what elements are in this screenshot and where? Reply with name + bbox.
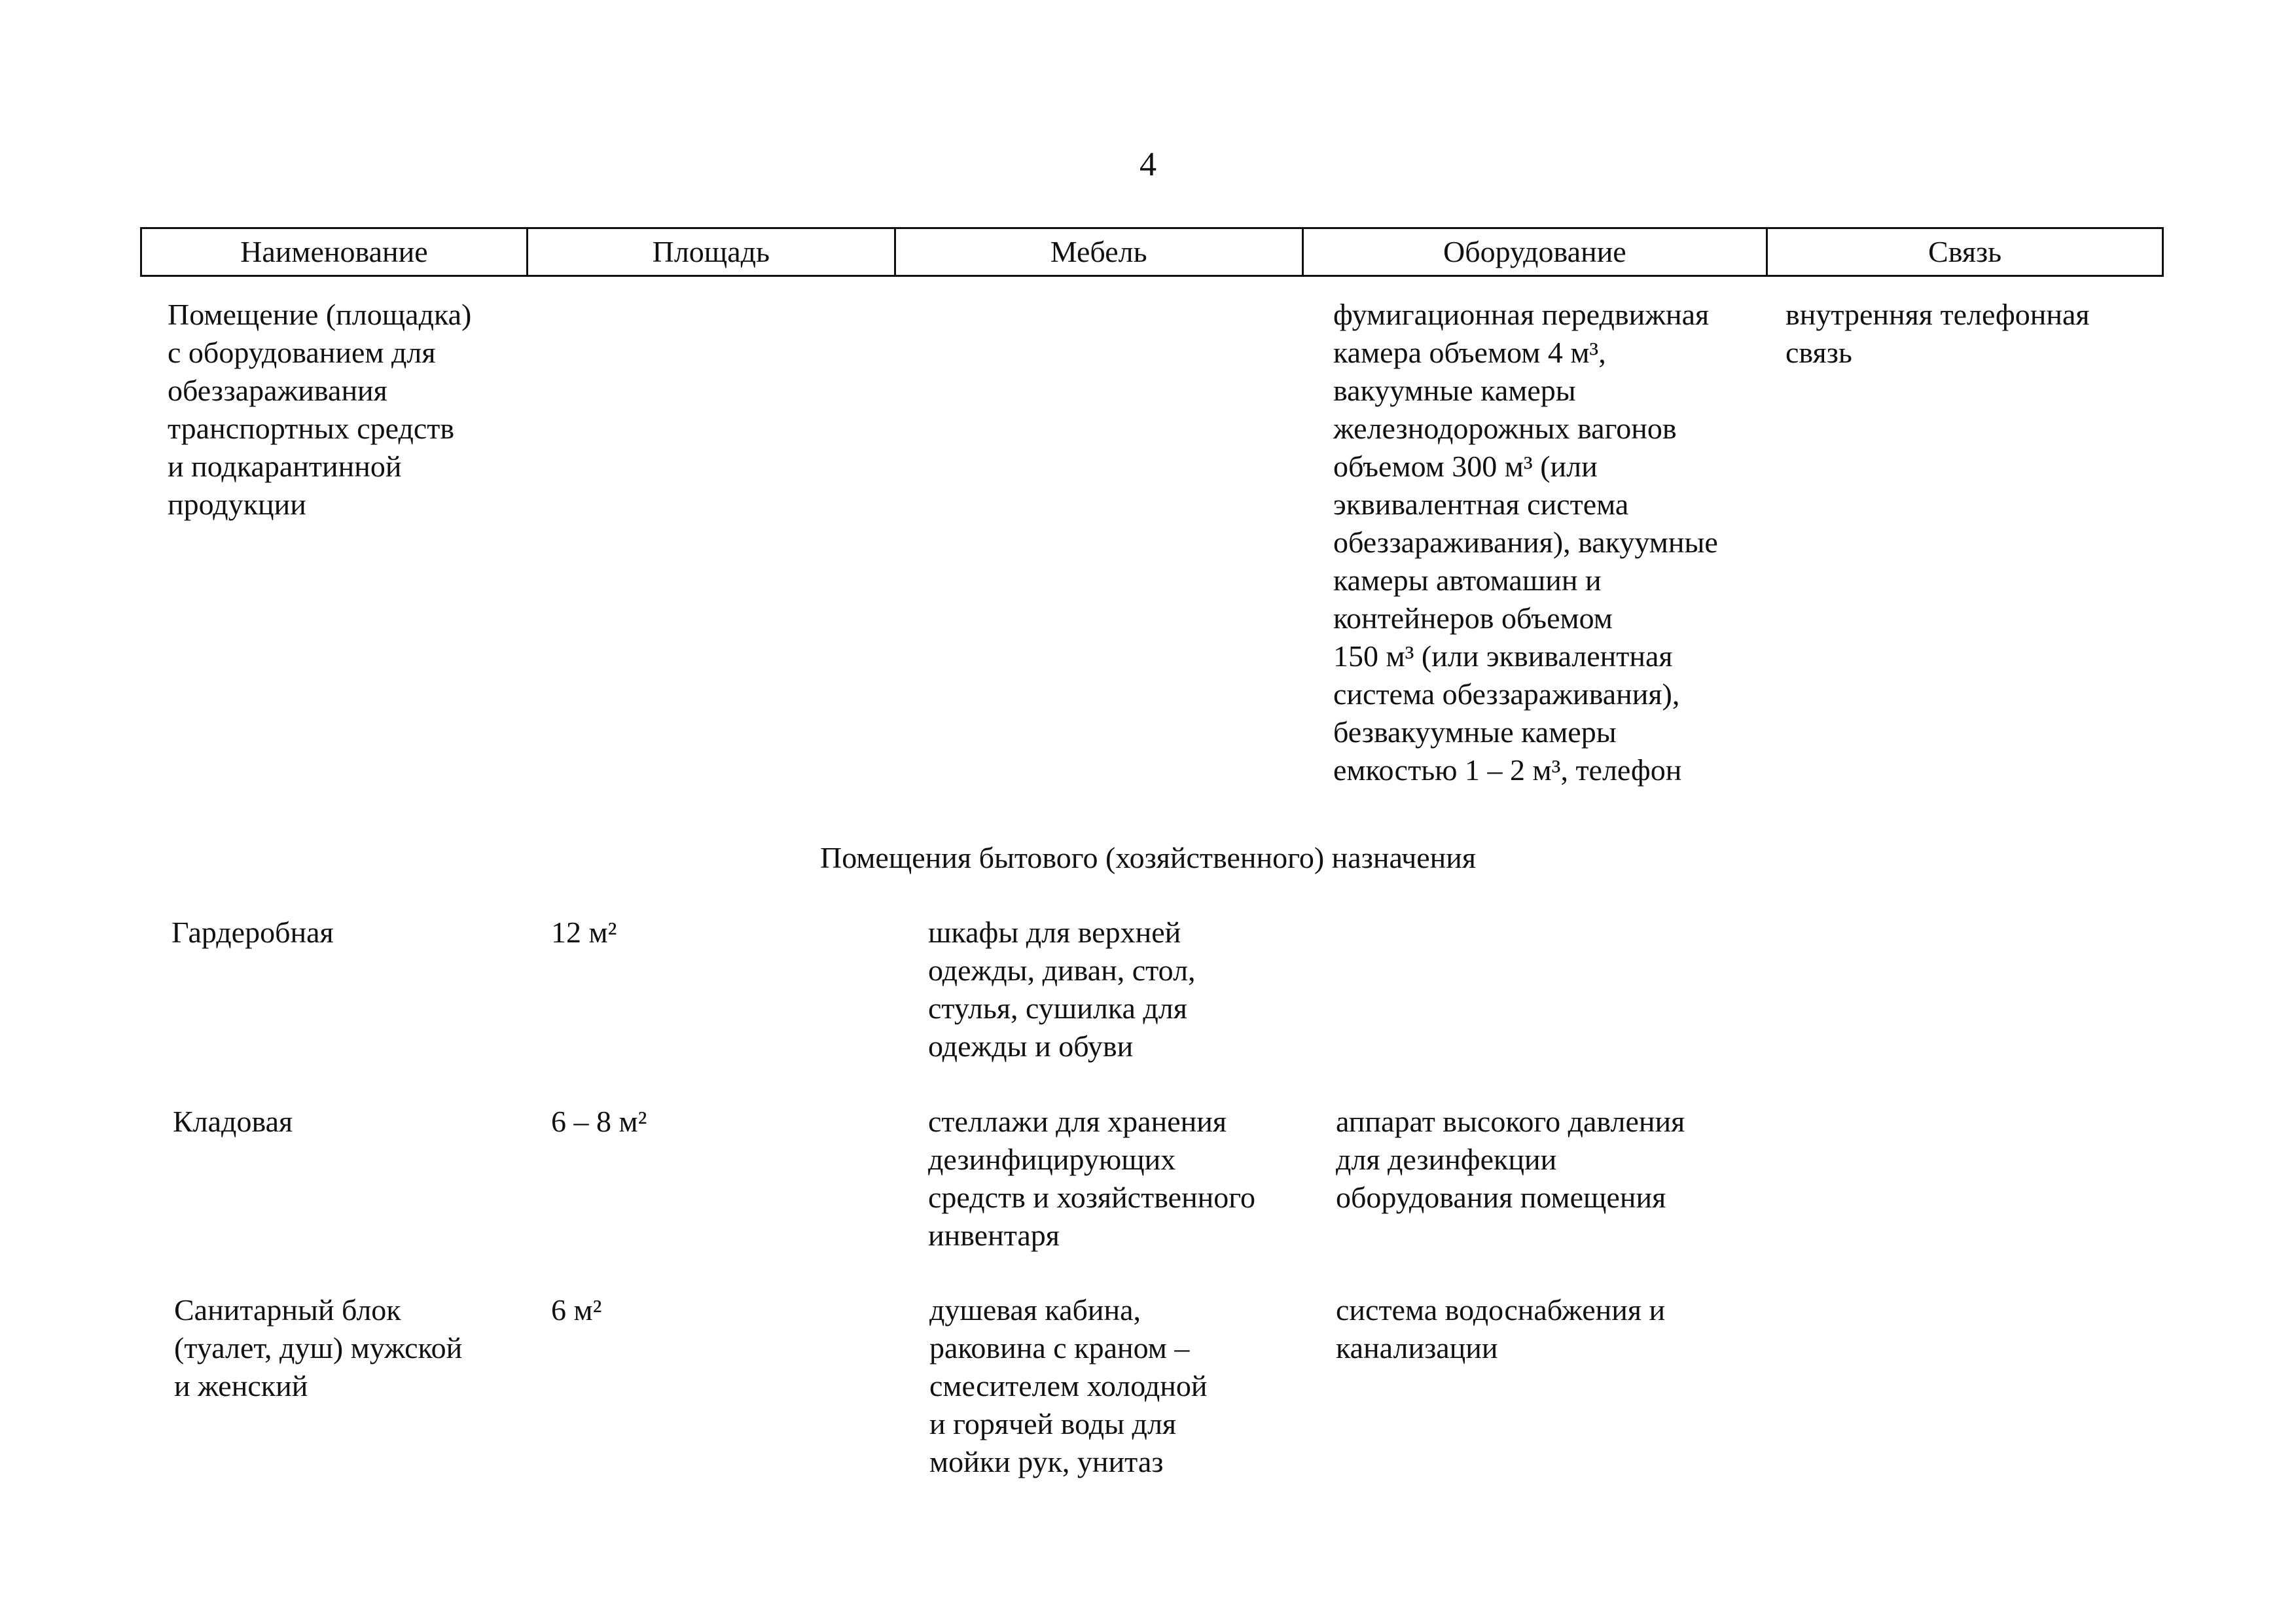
row-storeroom-name: Кладовая — [173, 1105, 293, 1138]
header-equipment: Оборудование — [1304, 229, 1768, 275]
page-number: 4 — [1139, 146, 1157, 183]
row-storeroom-equipment: аппарат высокого давления для дезинфекции оборудования помещения — [1336, 1105, 1685, 1214]
row-sanitary-equipment: система водоснабжения и канализации — [1336, 1293, 1666, 1364]
row-wardrobe-name: Гардеробная — [171, 916, 334, 949]
row-wardrobe-furniture: шкафы для верхней одежды, диван, стол, стулья, сушилка для одежды и обуви — [928, 916, 1196, 1063]
row-sanitary-name: Санитарный блок (туалет, душ) мужской и женский — [174, 1293, 463, 1402]
row-storeroom-area: 6 – 8 м² — [551, 1105, 647, 1138]
row-storeroom-furniture: стеллажи для хранения дезинфицирующих средств и хозяйственного инвентаря — [928, 1105, 1256, 1252]
section-title: Помещения бытового (хозяйственного) назначения — [819, 841, 1477, 874]
row-sanitary-furniture: душевая кабина, раковина с краном – смесителем холодной и горячей воды для мойки рук, унитаз — [929, 1293, 1208, 1478]
header-area: Площадь — [528, 229, 896, 275]
row-disinfection-communication: внутренняя телефонная связь — [1785, 298, 2090, 369]
row-sanitary-area: 6 м² — [551, 1293, 602, 1327]
row-disinfection-name: Помещение (площадка) с оборудованием для обеззараживания транспортных средств и подкарантинной продукции — [168, 298, 472, 521]
row-wardrobe-area: 12 м² — [551, 916, 617, 949]
table-header — [140, 227, 2164, 277]
header-name: Наименование — [142, 229, 528, 275]
row-disinfection-equipment: фумигационная передвижная камера объемом 4 м³, вакуумные камеры железнодорожных вагонов объемом 300 м³ (или эквивалентная система обеззараживания), вакуумные камеры автомашин и контейнеров объемом 150 м³ (или эквивалентная система обеззараживания), безвакуумные камеры емкостью 1 – 2 м³, телефон — [1333, 298, 1718, 787]
header-communication: Связь — [1928, 235, 2002, 268]
header-furniture: Мебель — [896, 229, 1304, 275]
